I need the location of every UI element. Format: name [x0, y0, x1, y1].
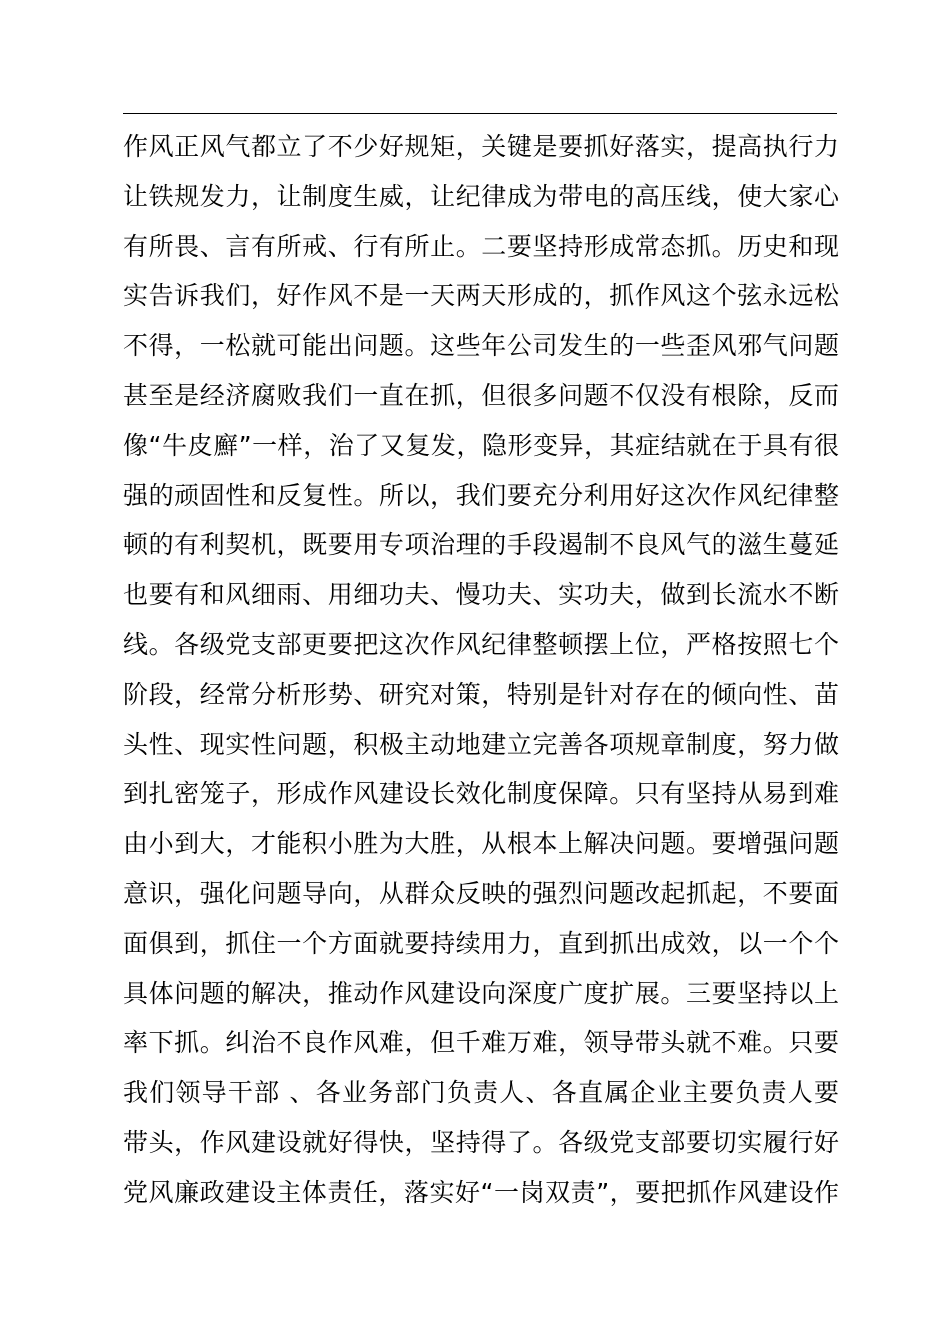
text-line: 意识，强化问题导向，从群众反映的强烈问题改起抓起，不要面 — [123, 878, 839, 908]
text-line: 不得，一松就可能出问题。这些年公司发生的一些歪风邪气问题 — [123, 331, 839, 361]
text-line: 面俱到，抓住一个方面就要持续用力，直到抓出成效，以一个个 — [123, 928, 839, 958]
text-line: 到扎密笼子，形成作风建设长效化制度保障。只有坚持从易到难 — [123, 779, 839, 809]
text-line: 让铁规发力，让制度生威，让纪律成为带电的高压线，使大家心 — [123, 181, 839, 211]
text-line: 强的顽固性和反复性。所以，我们要充分利用好这次作风纪律整 — [123, 480, 839, 510]
text-line: 甚至是经济腐败我们一直在抓，但很多问题不仅没有根除，反而 — [123, 380, 839, 410]
text-line: 阶段，经常分析形势、研究对策，特别是针对存在的倾向性、苗 — [123, 679, 839, 709]
text-line: 由小到大，才能积小胜为大胜，从根本上解决问题。要增强问题 — [123, 829, 839, 859]
text-line: 像“牛皮廯”一样，治了又复发，隐形变异，其症结就在于具有很 — [123, 430, 839, 460]
header-rule — [123, 113, 837, 114]
text-line: 带头，作风建设就好得快，坚持得了。各级党支部要切实履行好 — [123, 1127, 839, 1157]
text-line: 党风廉政建设主体责任，落实好“一岗双责”，要把抓作风建设作 — [123, 1177, 839, 1207]
body-paragraph — [123, 122, 839, 1218]
text-line: 也要有和风细雨、用细功夫、慢功夫、实功夫，做到长流水不断 — [123, 580, 839, 610]
text-line: 头性、现实性问题，积极主动地建立完善各项规章制度，努力做 — [123, 729, 839, 759]
text-line: 线。各级党支部更要把这次作风纪律整顿摆上位，严格按照七个 — [123, 629, 839, 659]
text-line: 顿的有利契机，既要用专项治理的手段遏制不良风气的滋生蔓延 — [123, 530, 839, 560]
text-line: 有所畏、言有所戒、行有所止。二要坚持形成常态抓。历史和现 — [123, 231, 839, 261]
text-line: 实告诉我们，好作风不是一天两天形成的，抓作风这个弦永远松 — [123, 281, 839, 311]
text-line: 率下抓。纠治不良作风难，但千难万难，领导带头就不难。只要 — [123, 1028, 839, 1058]
text-line: 作风正风气都立了不少好规矩，关键是要抓好落实，提高执行力 — [123, 132, 839, 161]
text-line: 具体问题的解决，推动作风建设向深度广度扩展。三要坚持以上 — [123, 978, 839, 1008]
text-line: 我们领导干部 、各业务部门负责人、各直属企业主要负责人要 — [123, 1078, 839, 1108]
